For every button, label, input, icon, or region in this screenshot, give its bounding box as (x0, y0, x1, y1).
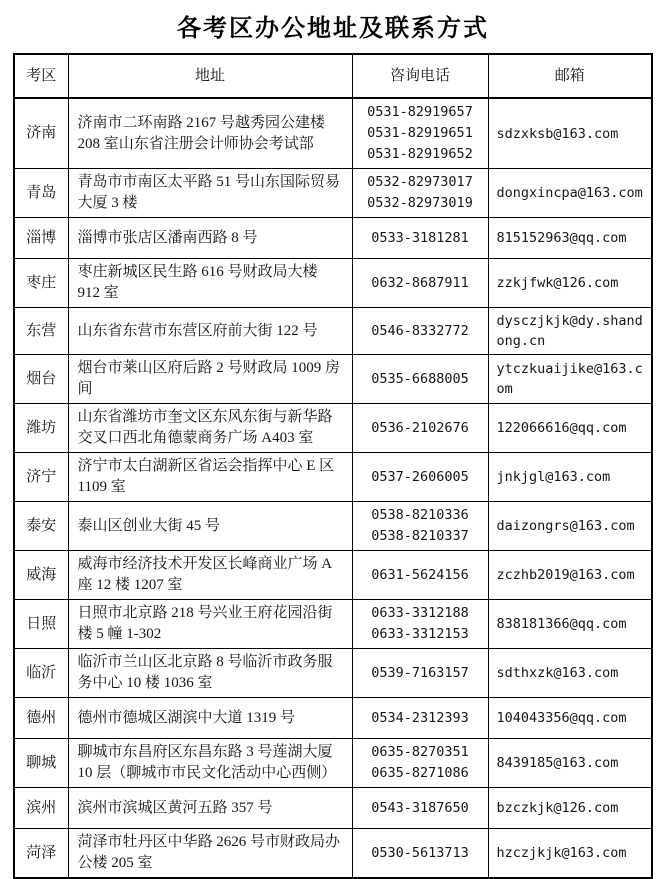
table-row (14, 355, 652, 404)
table-row (14, 98, 652, 169)
phone-cell (352, 739, 488, 788)
phone-number: 0631-5624156 (371, 566, 469, 583)
email-cell: sdthxzk@163.com (488, 649, 652, 698)
region-cell: 枣庄 (14, 259, 68, 308)
table-row (14, 308, 652, 355)
email-cell: daizongrs@163.com (488, 502, 652, 551)
column-header-address: 地址 (68, 54, 352, 98)
phone-cell (352, 259, 488, 308)
region-cell: 日照 (14, 600, 68, 649)
table-row (14, 649, 652, 698)
phone-number: 0532-82973019 (367, 195, 473, 211)
address-cell: 山东省潍坊市奎文区东风东街与新华路交叉口西北角德蒙商务广场 A403 室 (68, 404, 352, 453)
phone-number: 0531-82919657 (367, 104, 473, 120)
region-cell: 临沂 (14, 649, 68, 698)
address-cell: 枣庄新城区民生路 616 号财政局大楼 912 室 (68, 259, 352, 308)
phone-number: 0633-3312188 (371, 605, 469, 621)
region-cell: 东营 (14, 308, 68, 355)
phone-number: 0534-2312393 (371, 709, 469, 726)
phone-number: 0633-3312153 (371, 626, 469, 642)
email-cell: bzczkjk@126.com (488, 788, 652, 829)
header-row (14, 54, 652, 98)
address-cell: 烟台市莱山区府后路 2 号财政局 1009 房间 (68, 355, 352, 404)
table-header (14, 54, 652, 98)
region-cell: 济南 (14, 98, 68, 169)
region-cell: 聊城 (14, 739, 68, 788)
phone-number: 0532-82973017 (367, 174, 473, 190)
address-cell: 滨州市滨城区黄河五路 357 号 (68, 788, 352, 829)
phone-number: 0539-7163157 (371, 664, 469, 681)
region-cell: 青岛 (14, 169, 68, 218)
table-row (14, 551, 652, 600)
phone-cell (352, 600, 488, 649)
column-header-region: 考区 (14, 54, 68, 98)
email-cell: sdzxksb@163.com (488, 98, 652, 169)
address-cell: 淄博市张店区潘南西路 8 号 (68, 218, 352, 259)
phone-cell (352, 98, 488, 169)
region-cell: 泰安 (14, 502, 68, 551)
phone-number: 0531-82919652 (367, 146, 473, 162)
table-row (14, 259, 652, 308)
email-cell: 122066616@qq.com (488, 404, 652, 453)
region-cell: 济宁 (14, 453, 68, 502)
region-cell: 淄博 (14, 218, 68, 259)
table-row (14, 502, 652, 551)
address-cell: 临沂市兰山区北京路 8 号临沂市政务服务中心 10 楼 1036 室 (68, 649, 352, 698)
region-cell: 菏泽 (14, 829, 68, 879)
table-row (14, 698, 652, 739)
address-cell: 菏泽市牡丹区中华路 2626 号市财政局办公楼 205 室 (68, 829, 352, 879)
table-row (14, 829, 652, 879)
email-cell: hzczjkjk@163.com (488, 829, 652, 879)
phone-cell (352, 308, 488, 355)
address-cell: 日照市北京路 218 号兴业王府花园沿街楼 5 幢 1-302 (68, 600, 352, 649)
phone-cell (352, 788, 488, 829)
region-cell: 德州 (14, 698, 68, 739)
address-cell: 威海市经济技术开发区长峰商业广场 A 座 12 楼 1207 室 (68, 551, 352, 600)
phone-cell (352, 649, 488, 698)
table-row (14, 218, 652, 259)
phone-number: 0535-6688005 (371, 370, 469, 387)
phone-number: 0531-82919651 (367, 125, 473, 141)
region-cell: 潍坊 (14, 404, 68, 453)
phone-number: 0635-8271086 (371, 765, 469, 781)
email-cell: 8439185@163.com (488, 739, 652, 788)
address-cell: 山东省东营市东营区府前大街 122 号 (68, 308, 352, 355)
address-cell: 济南市二环南路 2167 号越秀园公建楼 208 室山东省注册会计师协会考试部 (68, 98, 352, 169)
table-row (14, 169, 652, 218)
page-title: 各考区办公地址及联系方式 (177, 15, 489, 42)
address-cell: 泰山区创业大街 45 号 (68, 502, 352, 551)
phone-number: 0530-5613713 (371, 844, 469, 861)
region-cell: 威海 (14, 551, 68, 600)
email-cell: zczhb2019@163.com (488, 551, 652, 600)
phone-cell (352, 502, 488, 551)
email-cell: 104043356@qq.com (488, 698, 652, 739)
contact-table (13, 53, 653, 879)
phone-number: 0635-8270351 (371, 744, 469, 760)
email-cell: 838181366@qq.com (488, 600, 652, 649)
phone-cell (352, 551, 488, 600)
phone-number: 0538-8210336 (371, 507, 469, 523)
phone-number: 0546-8332772 (371, 322, 469, 339)
table-row (14, 739, 652, 788)
phone-cell (352, 169, 488, 218)
phone-cell (352, 698, 488, 739)
address-cell: 聊城市东昌府区东昌东路 3 号莲湖大厦 10 层（聊城市市民文化活动中心西侧） (68, 739, 352, 788)
phone-cell (352, 355, 488, 404)
table-row (14, 788, 652, 829)
column-header-email: 邮箱 (488, 54, 652, 98)
region-cell: 滨州 (14, 788, 68, 829)
phone-cell (352, 218, 488, 259)
address-cell: 德州市德城区湖滨中大道 1319 号 (68, 698, 352, 739)
email-cell: dongxincpa@163.com (488, 169, 652, 218)
table-body (14, 98, 652, 878)
table-row (14, 600, 652, 649)
table-row (14, 404, 652, 453)
phone-number: 0533-3181281 (371, 229, 469, 246)
phone-number: 0536-2102676 (371, 419, 469, 436)
region-cell: 烟台 (14, 355, 68, 404)
phone-cell (352, 453, 488, 502)
address-cell: 青岛市市南区太平路 51 号山东国际贸易大厦 3 楼 (68, 169, 352, 218)
email-cell: dysczjkjk@dy.shandong.cn (488, 308, 652, 355)
phone-cell (352, 829, 488, 879)
email-cell: 815152963@qq.com (488, 218, 652, 259)
phone-cell (352, 404, 488, 453)
phone-number: 0538-8210337 (371, 528, 469, 544)
phone-number: 0543-3187650 (371, 799, 469, 816)
address-cell: 济宁市太白湖新区省运会指挥中心 E 区 1109 室 (68, 453, 352, 502)
phone-number: 0537-2606005 (371, 468, 469, 485)
email-cell: jnkjgl@163.com (488, 453, 652, 502)
email-cell: ytczkuaijike@163.com (488, 355, 652, 404)
phone-number: 0632-8687911 (371, 274, 469, 291)
column-header-phone: 咨询电话 (352, 54, 488, 98)
table-row (14, 453, 652, 502)
email-cell: zzkjfwk@126.com (488, 259, 652, 308)
